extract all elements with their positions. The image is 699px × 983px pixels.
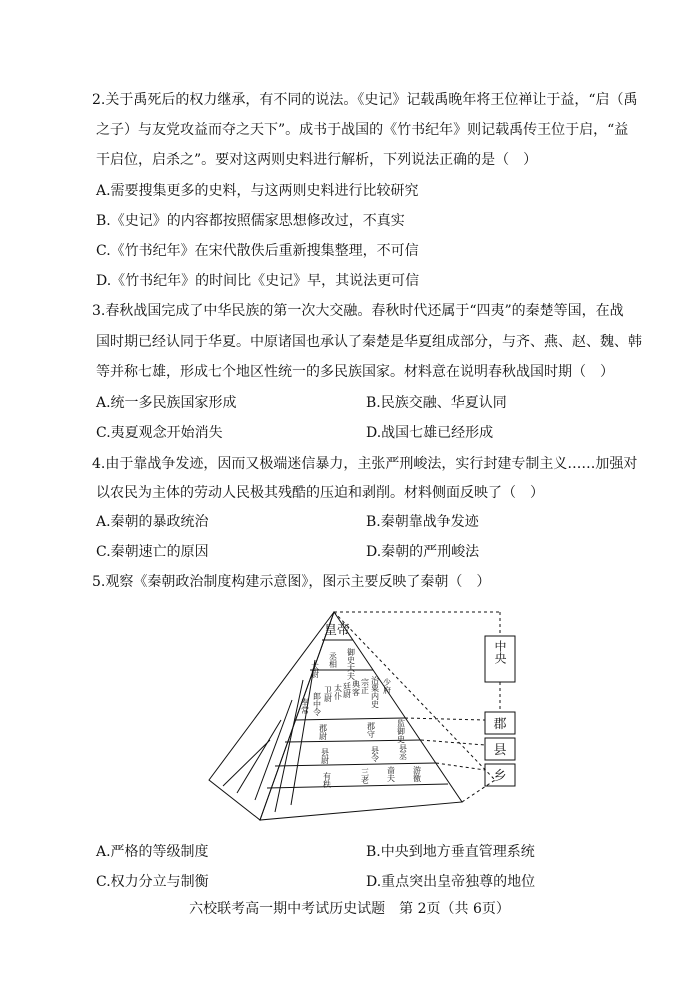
tier4-official-2: 县令 <box>370 746 380 762</box>
q4-option-d: D.秦朝的严刑峻法 <box>366 544 480 560</box>
page-footer: 六校联考高一期中考试历史试题 第 2页（共 6页） <box>189 901 510 917</box>
tier4-official-1: 县尉 <box>320 748 330 764</box>
tier2-official-8: 治粟内史 <box>370 676 380 708</box>
q4-option-a: A.秦朝的暴政统治 <box>96 514 209 530</box>
q3-option-c: C.夷夏观念开始消失 <box>96 425 223 441</box>
q2-option-a: A.需要搜集更多的史料，与这两则史料进行比较研究 <box>96 183 419 199</box>
tier2-official-9: 少府 <box>382 678 392 694</box>
q2-stem-line-2: 之子）与友党攻益而夺之天下”。成书于战国的《竹书纪年》则记载禹传王位于启，“益 <box>96 122 629 138</box>
q4-stem-line-1: 4.由于靠战争发迹，因而又极端迷信暴力，主张严刑峻法，实行封建专制主义……加强对 <box>92 456 638 472</box>
tier2-official-2: 郎中令 <box>312 692 322 716</box>
side-label-central: 中央 <box>493 640 507 664</box>
q5-stem: 5.观察《秦朝政治制度构建示意图》，图示主要反映了秦朝（ ） <box>92 574 491 590</box>
q2-stem-line-3: 干启位，启杀之”。要对这两则史料进行解析，下列说法正确的是（ ） <box>96 152 538 168</box>
tier1-official-3: 御史大夫 <box>346 648 356 680</box>
tier2-official-1: 奉常 <box>300 698 310 714</box>
tier4-official-3: 县丞 <box>398 744 408 760</box>
q5-option-d: D.重点突出皇帝独尊的地位 <box>366 874 536 890</box>
tier1-official-2: 丞相 <box>328 652 338 668</box>
tier2-official-7: 宗正 <box>360 678 370 694</box>
qin-political-system-diagram <box>195 600 525 835</box>
q2-option-c: C.《竹书纪年》在宋代散佚后重新搜集整理，不可信 <box>96 243 419 259</box>
tier3-official-1: 郡尉 <box>318 724 328 740</box>
q4-option-c: C.秦朝速亡的原因 <box>96 544 209 560</box>
tier5-official-2: 三老 <box>360 768 370 784</box>
q2-option-b: B.《史记》的内容都按照儒家思想修改过，不真实 <box>96 213 405 229</box>
tier2-official-5: 廷尉 <box>342 682 352 698</box>
tier2-official-3: 卫尉 <box>323 686 333 702</box>
apex-emperor: 皇帝 <box>323 623 351 638</box>
q5-option-c: C.权力分立与制衡 <box>96 874 209 890</box>
q3-option-b: B.民族交融、华夏认同 <box>366 395 507 411</box>
q5-option-b: B.中央到地方垂直管理系统 <box>366 844 535 860</box>
side-label-township: 乡 <box>493 769 507 784</box>
tier3-official-2: 郡守 <box>366 722 376 738</box>
side-label-county: 县 <box>493 743 507 758</box>
tier5-official-1: 有秩 <box>322 772 332 788</box>
tier2-official-4: 太仆 <box>333 684 343 700</box>
q4-stem-line-2: 以农民为主体的劳动人民极其残酷的压迫和剥削。材料侧面反映了（ ） <box>96 485 544 501</box>
q2-stem-line-1: 2.关于禹死后的权力继承，有不同的说法。《史记》记载禹晚年将王位禅让于益，“启（禹 <box>92 92 638 108</box>
tier5-official-3: 啬夫 <box>386 766 396 782</box>
tier2-official-6: 典客 <box>351 680 361 696</box>
q3-stem-line-2: 国时期已经认同于华夏。中原诸国也承认了秦楚是华夏组成部分，与齐、燕、赵、魏、韩 <box>96 334 642 350</box>
side-label-commandery: 郡 <box>493 717 507 732</box>
q4-option-b: B.秦朝靠战争发迹 <box>366 514 479 530</box>
tier3-official-3: 监御史 <box>396 719 406 743</box>
q3-option-d: D.战国七雄已经形成 <box>366 425 494 441</box>
q5-option-a: A.严格的等级制度 <box>96 844 209 860</box>
q3-option-a: A.统一多民族国家形成 <box>96 395 237 411</box>
tier5-official-4: 游徼 <box>412 766 422 782</box>
q2-option-d: D.《竹书纪年》的时间比《史记》早，其说法更可信 <box>96 273 420 289</box>
tier1-official-1: 太尉 <box>310 662 320 678</box>
q3-stem-line-1: 3.春秋战国完成了中华民族的第一次大交融。春秋时代还属于“四夷”的秦楚等国，在战 <box>92 303 624 319</box>
q3-stem-line-3: 等并称七雄，形成七个地区性统一的多民族国家。材料意在说明春秋战国时期（ ） <box>96 364 614 380</box>
